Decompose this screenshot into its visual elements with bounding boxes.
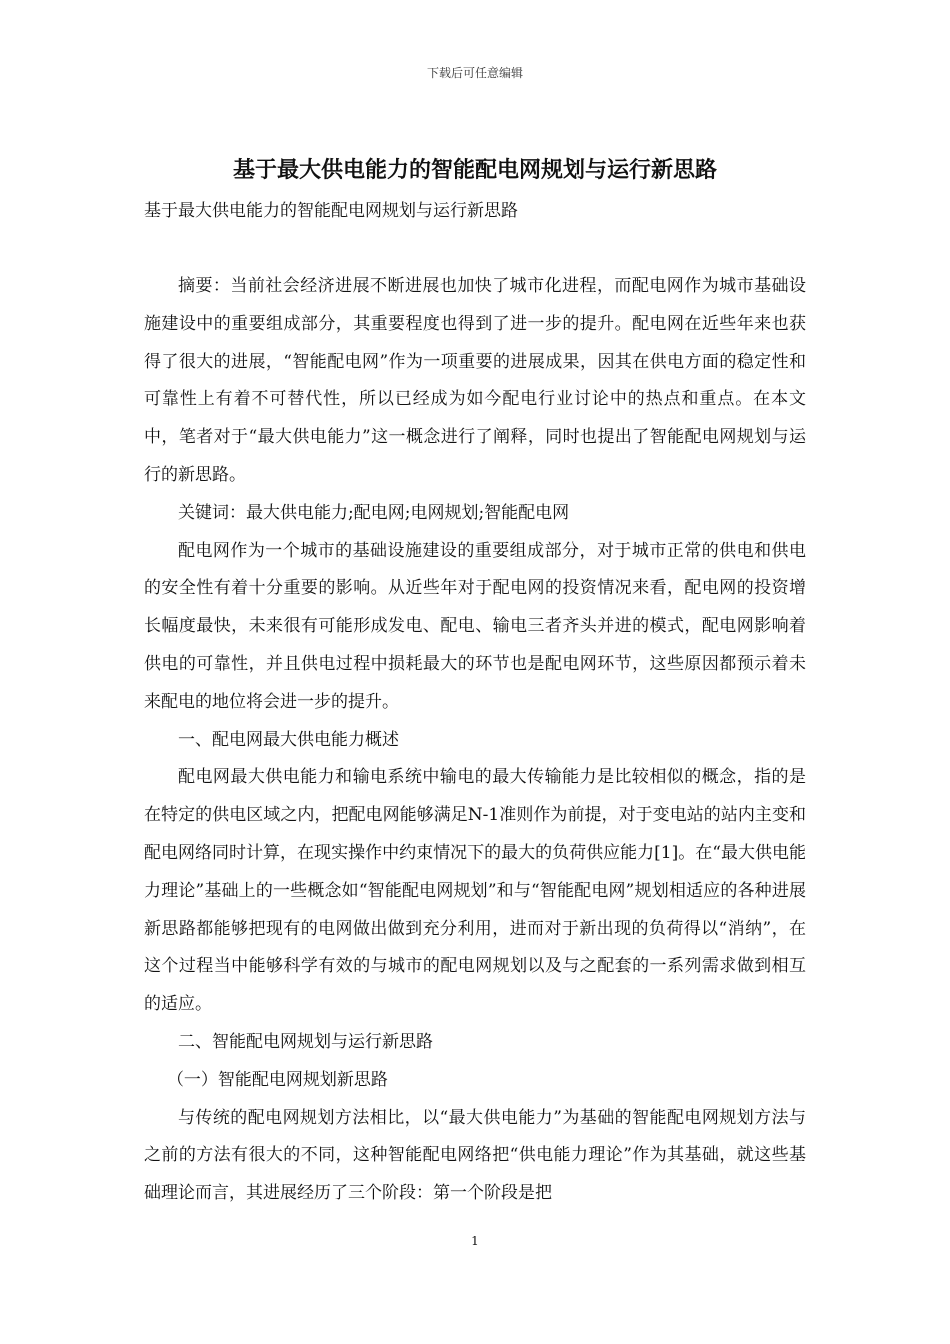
section-2-heading: 二、智能配电网规划与运行新思路 — [178, 1031, 433, 1052]
page-number: 1 — [471, 1234, 479, 1248]
section-2-subheading-1: （一）智能配电网规划新思路 — [166, 1069, 388, 1090]
section-2-sub-1-paragraph: 与传统的配电网规划方法相比，以“最大供电能力”为基础的智能配电网规划方法与之前的方法有很大的不同，这种智能配电网络把“供电能力理论”作为其基础，就这些基础理论而言，其进展经历了三个阶段：第一个阶段是把 — [144, 1107, 806, 1204]
document-title: 基于最大供电能力的智能配电网规划与运行新思路 — [232, 158, 717, 183]
abstract-paragraph: 摘要：当前社会经济进展不断进展也加快了城市化进程，而配电网作为城市基础设施建设中的重要组成部分，其重要程度也得到了进一步的提升。配电网在近些年来也获得了很大的进展，“智能配电网”作为一项重要的进展成果，因其在供电方面的稳定性和可靠性上有着不可替代性，所以已经成为如今配电行业讨论中的热点和重点。在本文中，笔者对于“最大供电能力”这一概念进行了阐释，同时也提出了智能配电网规划与运行的新思路。 — [144, 276, 806, 485]
document-body — [144, 268, 806, 1213]
document-subtitle: 基于最大供电能力的智能配电网规划与运行新思路 — [144, 201, 518, 221]
section-1-paragraph: 配电网最大供电能力和输电系统中输电的最大传输能力是比较相似的概念，指的是在特定的供电区域之内，把配电网能够满足N-1准则作为前提，对于变电站的站内主变和配电网络同时计算，在现实操作中约束情况下的最大的负荷供应能力[1]。在“最大供电能力理论”基础上的一些概念如“智能配电网规划”和与“智能配电网”规划相适应的各种进展新思路都能够把现有的电网做出做到充分利用，进而对于新出现的负荷得以“消纳”，在这个过程当中能够科学有效的与城市的配电网规划以及与之配套的一系列需求做到相互的适应。 — [144, 767, 806, 1015]
intro-paragraph: 配电网作为一个城市的基础设施建设的重要组成部分，对于城市正常的供电和供电的安全性有着十分重要的影响。从近些年对于配电网的投资情况来看，配电网的投资增长幅度最快，未来很有可能形成发电、配电、输电三者齐头并进的模式，配电网影响着供电的可靠性，并且供电过程中损耗最大的环节也是配电网环节，这些原因都预示着未来配电的地位将会进一步的提升。 — [144, 540, 806, 712]
header-note: 下载后可任意编辑 — [426, 66, 523, 80]
section-1-heading: 一、配电网最大供电能力概述 — [178, 729, 399, 750]
keywords-paragraph: 关键词：最大供电能力;配电网;电网规划;智能配电网 — [178, 502, 570, 523]
